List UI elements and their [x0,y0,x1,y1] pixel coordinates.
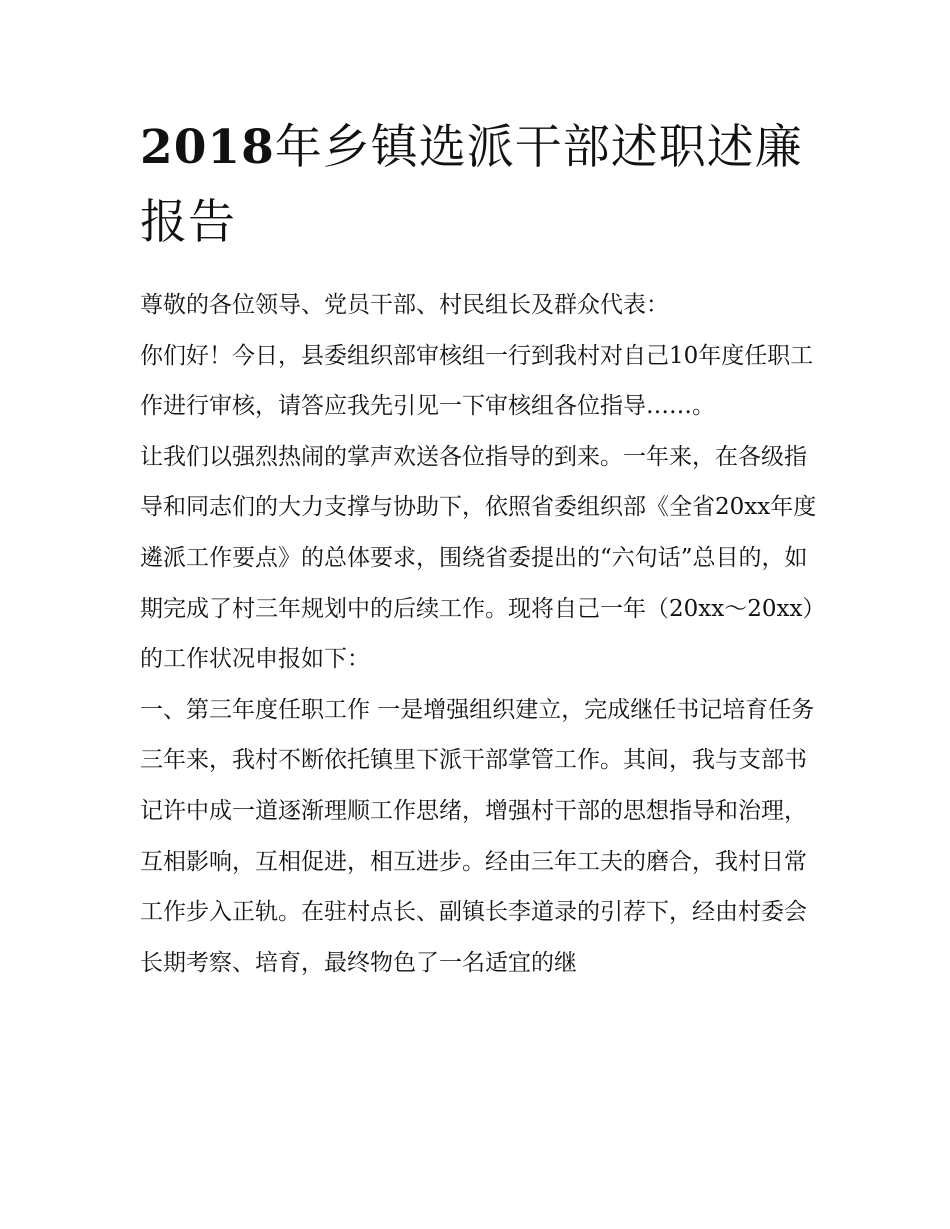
title-text: 年乡镇选派干部述职述廉 [274,120,803,175]
document-title [140,110,820,260]
greeting-paragraph: 你们好！今日，县委组织部审核组一行到我村对自己10年度任职工作进行审核，请答应我先引见一下审核组各位指导……。 [140,342,814,420]
document-body [140,280,820,988]
title-year: 2018 [140,120,275,175]
salutation-paragraph: 尊敬的各位领导、党员干部、村民组长及群众代表： [140,292,669,318]
title-text-line2: 报告 [140,195,236,250]
body-paragraph: 三年来，我村不断依托镇里下派干部掌管工作。其间，我与支部书记许中成一道逐渐理顺工作思绪，增强村干部的思想指导和治理，互相影响，互相促进，相互进步。经由三年工夫的磨合，我村日常工作步入正轨。在驻村点长、副镇长李道录的引荐下，经由村委会长期考察、培育，最终物色了一名适宜的继 [140,747,807,976]
section-heading-paragraph: 一、第三年度任职工作 一是增强组织建立，完成继任书记培育任务 [140,696,815,723]
intro-paragraph: 让我们以强烈热闹的掌声欢送各位指导的到来。一年来，在各级指导和同志们的大力支撑与协助下，依照省委组织部《全省20xx年度遴派工作要点》的总体要求，围绕省委提出的“六句话”总目的，如期完成了村三年规划中的后续工作。现将自己一年（20xx～20xx）的工作状况申报如下： [140,443,817,673]
document-page [140,110,820,988]
